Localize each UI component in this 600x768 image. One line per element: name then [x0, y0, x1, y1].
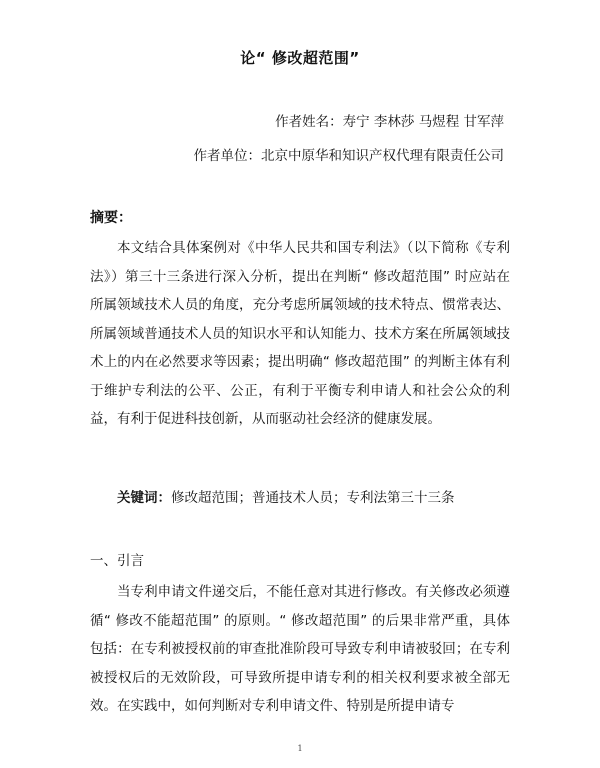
section-heading-intro: 一、引言 — [90, 553, 144, 569]
abstract-body: 本文结合具体案例对《中华人民共和国专利法》（以下简称《专利法》）第三十三条进行深入分析，提出在判断“ 修改超范围” 时应站在所属领域技术人员的角度，充分考虑所属领域的技术特点、惯常表达、所属领域普通技术人员的知识水平和认知能力、技术方案在所属领域技术上的内在必然要求等因素；提出明确“ 修改超范围” 的判断主体有利于维护专利法的公平、公正，有利于平衡专利申请人和社会公众的利益，有利于促进科技创新，从而驱动社会经济的健康发展。 — [90, 240, 510, 427]
abstract-heading: 摘要： — [90, 210, 132, 226]
intro-body: 当专利申请文件递交后，不能任意对其进行修改。有关修改必须遵循“ 修改不能超范围” 的原则。“ 修改超范围” 的后果非常严重，具体包括：在专利被授权前的审查批准阶段可导致专利申请被驳回；在专利被授权后的无效阶段，可导致所提申请专利的相关权利要求被全部无效。在实践中，如何判断对专利申请文件、特别是所提申请专 — [90, 584, 510, 714]
keywords-text: 修改超范围；普通技术人员；专利法第三十三条 — [171, 490, 455, 506]
page-number: 1 — [297, 744, 303, 753]
author-names: 作者姓名：寿宁 李林莎 马煜程 甘军萍 — [275, 114, 504, 130]
paper-title: 论“ 修改超范围” — [240, 49, 360, 67]
keywords-label: 关键词： — [117, 490, 171, 506]
author-affiliation: 作者单位：北京中原华和知识产权代理有限责任公司 — [193, 148, 504, 164]
keywords-line — [117, 486, 455, 506]
